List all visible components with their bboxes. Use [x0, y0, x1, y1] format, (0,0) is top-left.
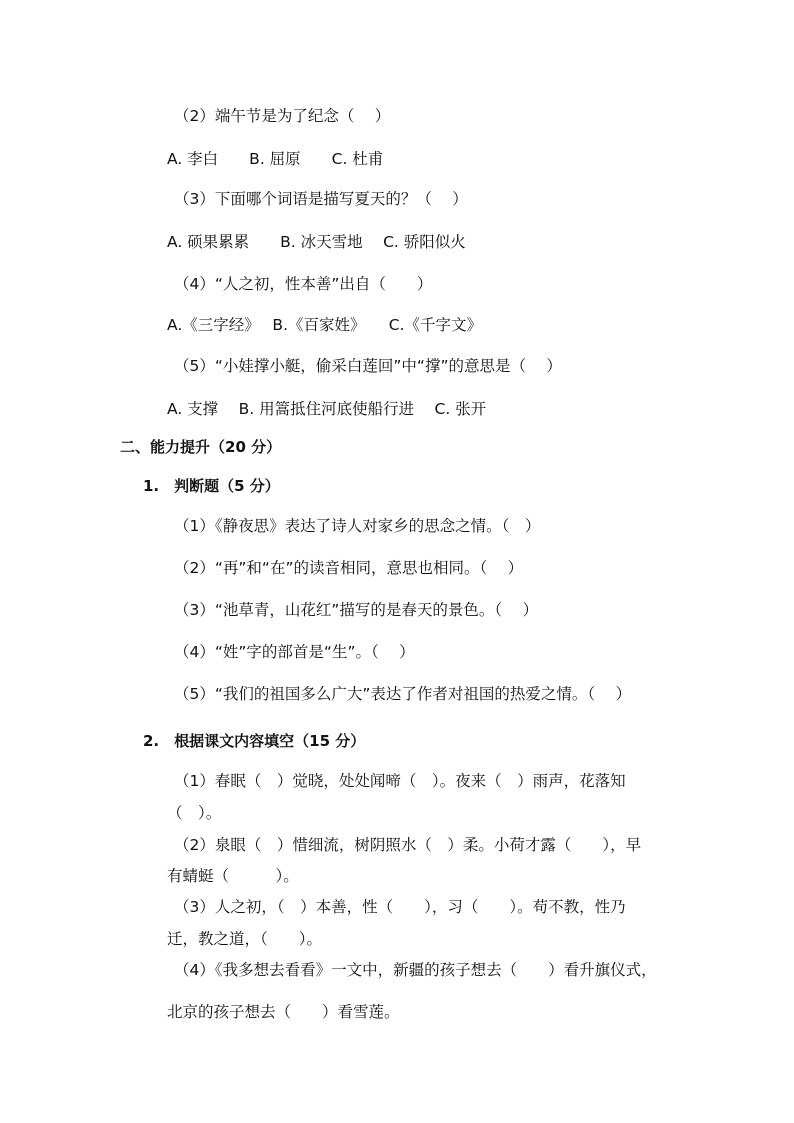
q2-options: A. 李白 B. 屈原 C. 杜甫 [167, 150, 384, 168]
judge-item-5: （5）“我们的祖国多么广大”表达了作者对祖国的热爱之情。（ ） [174, 685, 632, 703]
q4-options: A.《三字经》 B.《百家姓》 C.《千字文》 [167, 316, 482, 334]
fill-title: 2. 根据课文内容填空（15 分） [143, 732, 366, 750]
fill-line-4: 有蜻蜓（ ）。 [167, 867, 299, 885]
fill-line-7: （4）《我多想去看看》一文中，新疆的孩子想去（ ）看升旗仪式， [174, 961, 657, 979]
q3-options: A. 硕果累累 B. 冰天雪地 C. 骄阳似火 [167, 233, 466, 251]
judge-title: 1. 判断题（5 分） [143, 477, 280, 495]
section-2-title: 二、能力提升（20 分） [120, 438, 282, 456]
q3-stem: （3）下面哪个词语是描写夏天的？（ ） [174, 190, 468, 208]
fill-line-3: （2）泉眼（ ）惜细流，树阴照水（ ）柔。小荷才露（ ），早 [174, 836, 642, 854]
judge-item-2: （2）“再”和“在”的读音相同，意思也相同。（ ） [174, 559, 524, 577]
fill-line-2: （ ）。 [167, 804, 222, 822]
q5-stem: （5）“小娃撑小艇，偷采白莲回”中“撑”的意思是（ ） [174, 357, 562, 375]
q2-stem: （2）端午节是为了纪念（ ） [174, 107, 391, 125]
judge-item-3: （3）“池草青，山花红”描写的是春天的景色。（ ） [174, 601, 539, 619]
judge-item-4: （4）“姓”字的部首是“生”。（ ） [174, 643, 415, 661]
judge-item-1: （1）《静夜思》表达了诗人对家乡的思念之情。（ ） [174, 517, 541, 535]
q5-options: A. 支撑 B. 用篙抵住河底使船行进 C. 张开 [167, 400, 487, 418]
fill-line-1: （1）春眠（ ）觉晓，处处闻啼（ ）。夜来（ ）雨声，花落知 [174, 772, 626, 790]
fill-line-5: （3）人之初，（ ）本善，性（ ），习（ ）。苟不教，性乃 [174, 898, 626, 916]
fill-line-8: 北京的孩子想去（ ）看雪莲。 [167, 1003, 400, 1021]
fill-line-6: 迁，教之道，（ ）。 [167, 930, 323, 948]
q4-stem: （4）“人之初，性本善”出自（ ） [174, 275, 433, 293]
